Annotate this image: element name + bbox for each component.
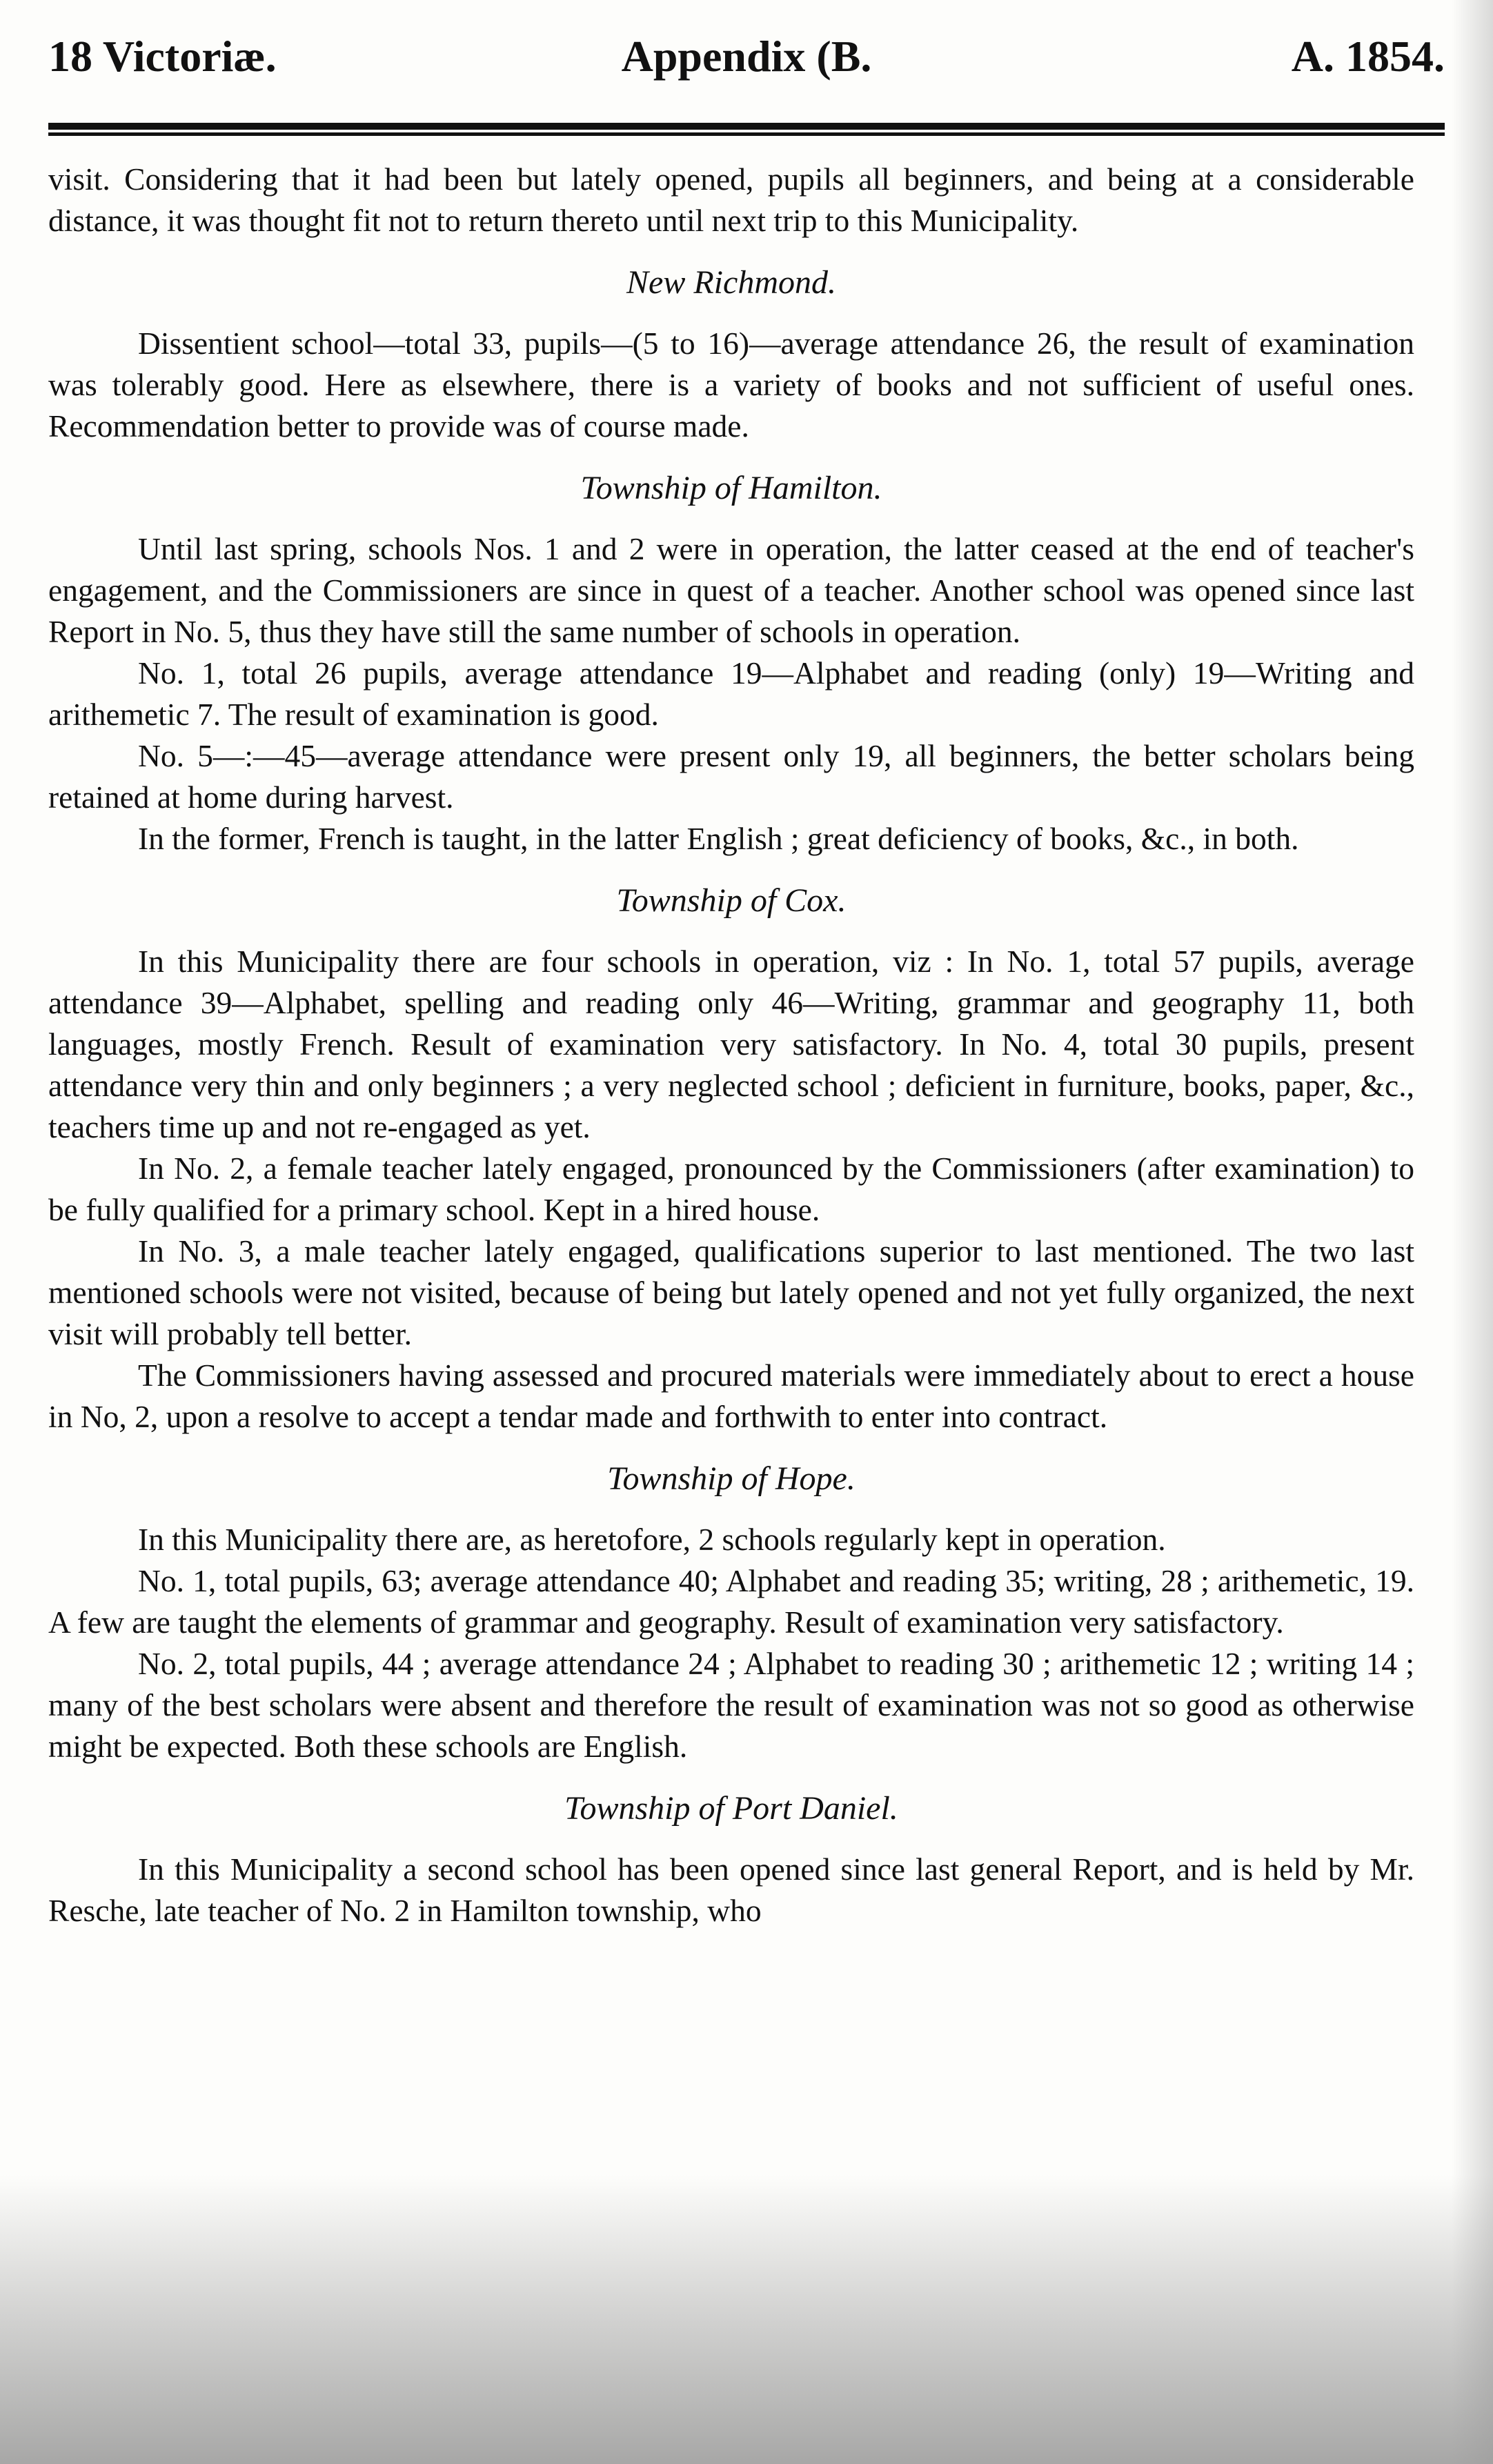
scan-shading [0,2174,1493,2464]
paragraph: No. 1, total pupils, 63; average attendance 40; Alphabet and reading 35; writing, 28 ; arithemetic, 19. A few are taught the elements of grammar and geography. Result of examination very satisfactory. [48,1563,1414,1640]
section-heading-hamilton: Township of Hamilton. [580,470,882,506]
page-body [48,159,1414,1931]
paragraph: The Commissioners having assessed and procured materials were immediately about to erect a house in No, 2, upon a resolve to accept a tendar made and forthwith to enter into contract. [48,1358,1414,1434]
header-appendix: Appendix (B. [621,32,872,81]
continuation-paragraph: visit. Considering that it had been but lately opened, pupils all beginners, and being at a considerable distance, it was thought fit not to return thereto until next trip to this Municipality. [48,161,1414,238]
section-heading-cox: Township of Cox. [616,882,847,919]
header-year: A. 1854. [1291,32,1445,81]
paragraph: In the former, French is taught, in the latter English ; great deficiency of books, &c., in both. [138,821,1299,856]
paragraph: No. 1, total 26 pupils, average attendance 19—Alphabet and reading (only) 19—Writing and arithemetic 7. The result of examination is good. [48,655,1414,732]
header-rule [48,123,1445,135]
section-heading-new-richmond: New Richmond. [626,264,836,301]
page-header [48,28,1445,110]
paragraph: In No. 3, a male teacher lately engaged, qualifications superior to last mentioned. The two last mentioned schools were not visited, because of being but lately opened and not yet fully organized, the next visit will probably tell better. [48,1233,1414,1351]
paragraph: Until last spring, schools Nos. 1 and 2 were in operation, the latter ceased at the end of teacher's engagement, and the Commissioners are since in quest of a teacher. Another school was opened since last Report in No. 5, thus they have still the same number of schools in operation. [48,531,1414,649]
section-heading-hope: Township of Hope. [607,1460,856,1497]
section-heading-port-daniel: Township of Port Daniel. [564,1790,898,1827]
paragraph: No. 5—:—45—average attendance were present only 19, all beginners, the better scholars being retained at home during harvest. [48,738,1414,815]
paragraph: No. 2, total pupils, 44 ; average attendance 24 ; Alphabet to reading 30 ; arithemetic 12 ; writing 14 ; many of the best scholars were absent and therefore the result of examination was not so good as otherwise might be expected. Both these schools are English. [48,1646,1414,1764]
paragraph: In this Municipality there are four schools in operation, viz : In No. 1, total 57 pupils, average attendance 39—Alphabet, spelling and reading only 46—Writing, grammar and geography 11, both languages, mostly French. Result of examination very satisfactory. In No. 4, total 30 pupils, present attendance very thin and only beginners ; a very neglected school ; deficient in furniture, books, paper, &c., teachers time up and not re-engaged as yet. [48,944,1414,1144]
header-session: 18 Victoriæ. [48,32,277,81]
scan-edge-shading [1452,0,1493,2464]
paragraph: In this Municipality a second school has been opened since last general Report, and is held by Mr. Resche, late teacher of No. 2 in Hamilton township, who [48,1851,1414,1928]
paragraph: In this Municipality there are, as heretofore, 2 schools regularly kept in operation. [138,1522,1166,1557]
paragraph: Dissentient school—total 33, pupils—(5 to 16)—average attendance 26, the result of examination was tolerably good. Here as elsewhere, there is a variety of books and not sufficient of useful ones. Recommendation better to provide was of course made. [48,326,1414,444]
paragraph: In No. 2, a female teacher lately engaged, pronounced by the Commissioners (after examination) to be fully qualified for a primary school. Kept in a hired house. [48,1151,1414,1227]
